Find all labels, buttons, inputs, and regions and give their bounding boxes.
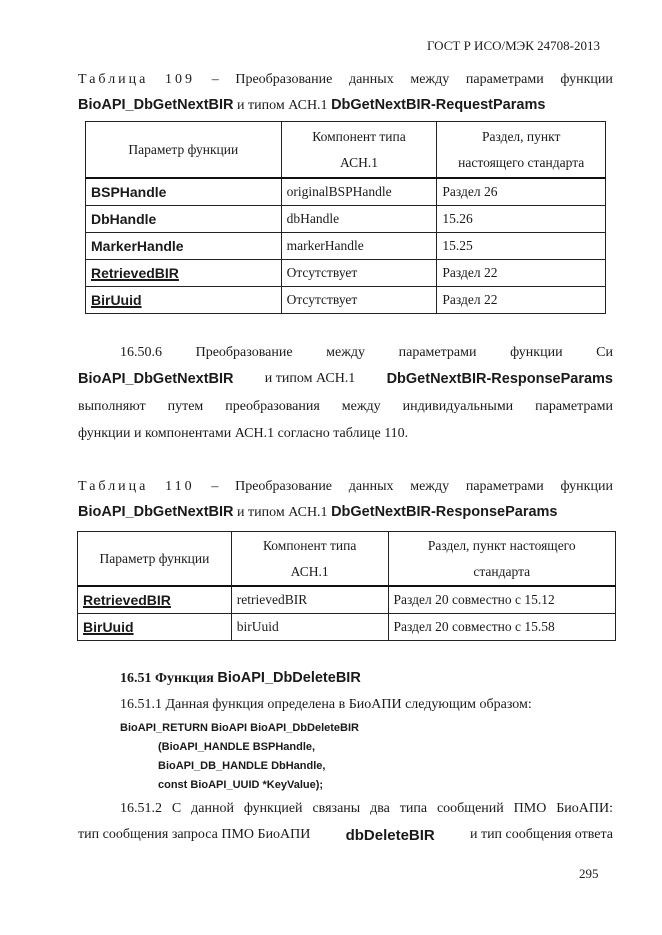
component-cell: originalBSPHandle [281, 178, 437, 205]
header-text: стандарта [473, 563, 531, 579]
para-word: между [341, 399, 381, 414]
header-cell-section [437, 122, 606, 179]
caption-dash: – [211, 72, 219, 87]
table-header-row [78, 532, 616, 587]
table-row [78, 586, 616, 613]
param-link: RetrievedBIR [91, 264, 179, 281]
param-cell: BSPHandle [86, 178, 282, 205]
para-word: БиоАПИ: [556, 801, 613, 816]
param-link: RetrievedBIR [83, 591, 171, 608]
param-cell [86, 286, 282, 313]
para-word: 16.50.6 [120, 345, 162, 360]
table-109-caption-line1 [78, 72, 613, 88]
header-text: Раздел, пункт [481, 128, 561, 144]
section-cell: Раздел 26 [437, 178, 606, 205]
table-row [86, 259, 606, 286]
caption-function-name: BioAPI_DbGetNextBIR [78, 504, 234, 520]
table-row [86, 205, 606, 232]
para-word: данной [191, 801, 234, 816]
table-row [78, 613, 616, 640]
component-cell: Отсутствует [281, 259, 437, 286]
para-word: С [171, 801, 182, 816]
para-word: Си [596, 345, 613, 360]
caption-function-name: BioAPI_DbGetNextBIR [78, 97, 234, 113]
header-cell-component [281, 122, 437, 179]
param-cell: DbHandle [86, 205, 282, 232]
para-16-50-6-line1 [120, 345, 613, 361]
para-word: параметрами [535, 399, 613, 414]
caption-connector: и типом АСН.1 [233, 98, 332, 113]
component-cell: markerHandle [281, 232, 437, 259]
param-link: BirUuid [83, 618, 134, 635]
section-cell: 15.26 [437, 205, 606, 232]
para-word: между [326, 345, 366, 360]
message-type-name: dbDeleteBIR [345, 827, 435, 844]
section-cell: 15.25 [437, 232, 606, 259]
para-word: путем [167, 399, 204, 414]
para-word: выполняют [78, 399, 146, 414]
caption-word: параметрами [465, 72, 544, 87]
para-word: индивидуальными [402, 399, 514, 414]
code-line: (BioAPI_HANDLE BSPHandle, [158, 741, 316, 753]
component-cell: dbHandle [281, 205, 437, 232]
header-text: АСН.1 [290, 563, 329, 579]
para-text: и тип сообщения ответа [469, 827, 613, 842]
para-16-51-2-line2 [78, 827, 613, 844]
component-cell: retrievedBIR [231, 586, 388, 613]
param-cell [78, 586, 232, 613]
para-16-51-2-line1 [120, 801, 613, 817]
caption-type-name: DbGetNextBIR-ResponseParams [331, 504, 558, 520]
running-header: ГОСТ Р ИСО/МЭК 24708-2013 [426, 38, 600, 53]
table-109-caption-line2 [78, 97, 613, 114]
table-row [86, 232, 606, 259]
para-16-50-6-line2 [78, 371, 613, 387]
para-word: два [370, 801, 390, 816]
header-text: Компонент типа [262, 537, 357, 553]
type-name: DbGetNextBIR-ResponseParams [386, 371, 613, 387]
param-cell [86, 259, 282, 286]
caption-word: функции [560, 72, 613, 87]
section-function-name: BioAPI_DbDeleteBIR [217, 670, 361, 686]
function-name: BioAPI_DbGetNextBIR [78, 371, 234, 387]
para-word: типа [399, 801, 428, 816]
code-line: BioAPI_DB_HANDLE DbHandle, [158, 760, 326, 772]
caption-word: между [410, 72, 450, 87]
para-word: ПМО [513, 801, 547, 816]
caption-word: данных [348, 479, 394, 494]
para-16-51-1: 16.51.1 Данная функция определена в БиоАПИ следующим образом: [120, 697, 532, 712]
para-word: функцией [243, 801, 303, 816]
para-16-50-6-line3 [78, 399, 613, 415]
para-word: функции [510, 345, 563, 360]
caption-number: 110 [165, 479, 195, 494]
caption-connector: и типом АСН.1 [233, 505, 332, 520]
caption-dash: – [211, 479, 219, 494]
para-16-50-6-line4: функции и компонентами АСН.1 согласно таблице 110. [78, 426, 409, 441]
header-text: АСН.1 [340, 154, 378, 170]
section-cell: Раздел 22 [437, 259, 606, 286]
code-line: BioAPI_RETURN BioAPI BioAPI_DbDeleteBIR [120, 722, 359, 734]
para-word: параметрами [398, 345, 477, 360]
table-109 [85, 121, 606, 314]
caption-word: Преобразование [235, 72, 333, 87]
para-word: сообщений [436, 801, 504, 816]
section-cell: Раздел 22 [437, 286, 606, 313]
caption-word: между [410, 479, 450, 494]
section-16-51-heading [120, 670, 655, 687]
caption-word: Преобразование [235, 479, 333, 494]
section-cell: Раздел 20 совместно с 15.58 [388, 613, 615, 640]
table-row [86, 286, 606, 313]
para-connector: и типом АСН.1 [264, 371, 356, 386]
header-cell-parameter: Параметр функции [86, 122, 282, 179]
table-110-caption-line2 [78, 504, 613, 521]
caption-word: Таблица [78, 479, 149, 494]
section-title: 16.51 Функция [120, 671, 218, 686]
caption-word: данных [348, 72, 394, 87]
para-word: преобразования [225, 399, 320, 414]
param-link: BirUuid [91, 291, 142, 308]
header-cell-component [231, 532, 388, 587]
table-header-row [86, 122, 606, 179]
caption-word: функции [560, 479, 613, 494]
para-word: 16.51.2 [120, 801, 162, 816]
para-word: связаны [312, 801, 361, 816]
code-line: const BioAPI_UUID *KeyValue); [158, 779, 324, 791]
component-cell: Отсутствует [281, 286, 437, 313]
header-text: Раздел, пункт настоящего [427, 537, 576, 553]
table-110 [77, 531, 616, 641]
param-cell: MarkerHandle [86, 232, 282, 259]
table-110-caption-line1 [78, 479, 613, 495]
para-word: Преобразование [195, 345, 293, 360]
section-cell: Раздел 20 совместно с 15.12 [388, 586, 615, 613]
header-cell-parameter: Параметр функции [78, 532, 232, 587]
para-text: тип сообщения запроса ПМО БиоАПИ [78, 827, 311, 842]
caption-type-name: DbGetNextBIR-RequestParams [331, 97, 546, 113]
header-text: настоящего стандарта [458, 154, 585, 170]
page-number: 295 [579, 866, 599, 881]
table-row [86, 178, 606, 205]
header-cell-section [388, 532, 615, 587]
caption-number: 109 [165, 72, 196, 87]
caption-word: параметрами [465, 479, 544, 494]
param-cell [78, 613, 232, 640]
header-text: Компонент типа [312, 128, 406, 144]
caption-word: Таблица [78, 72, 149, 87]
component-cell: birUuid [231, 613, 388, 640]
